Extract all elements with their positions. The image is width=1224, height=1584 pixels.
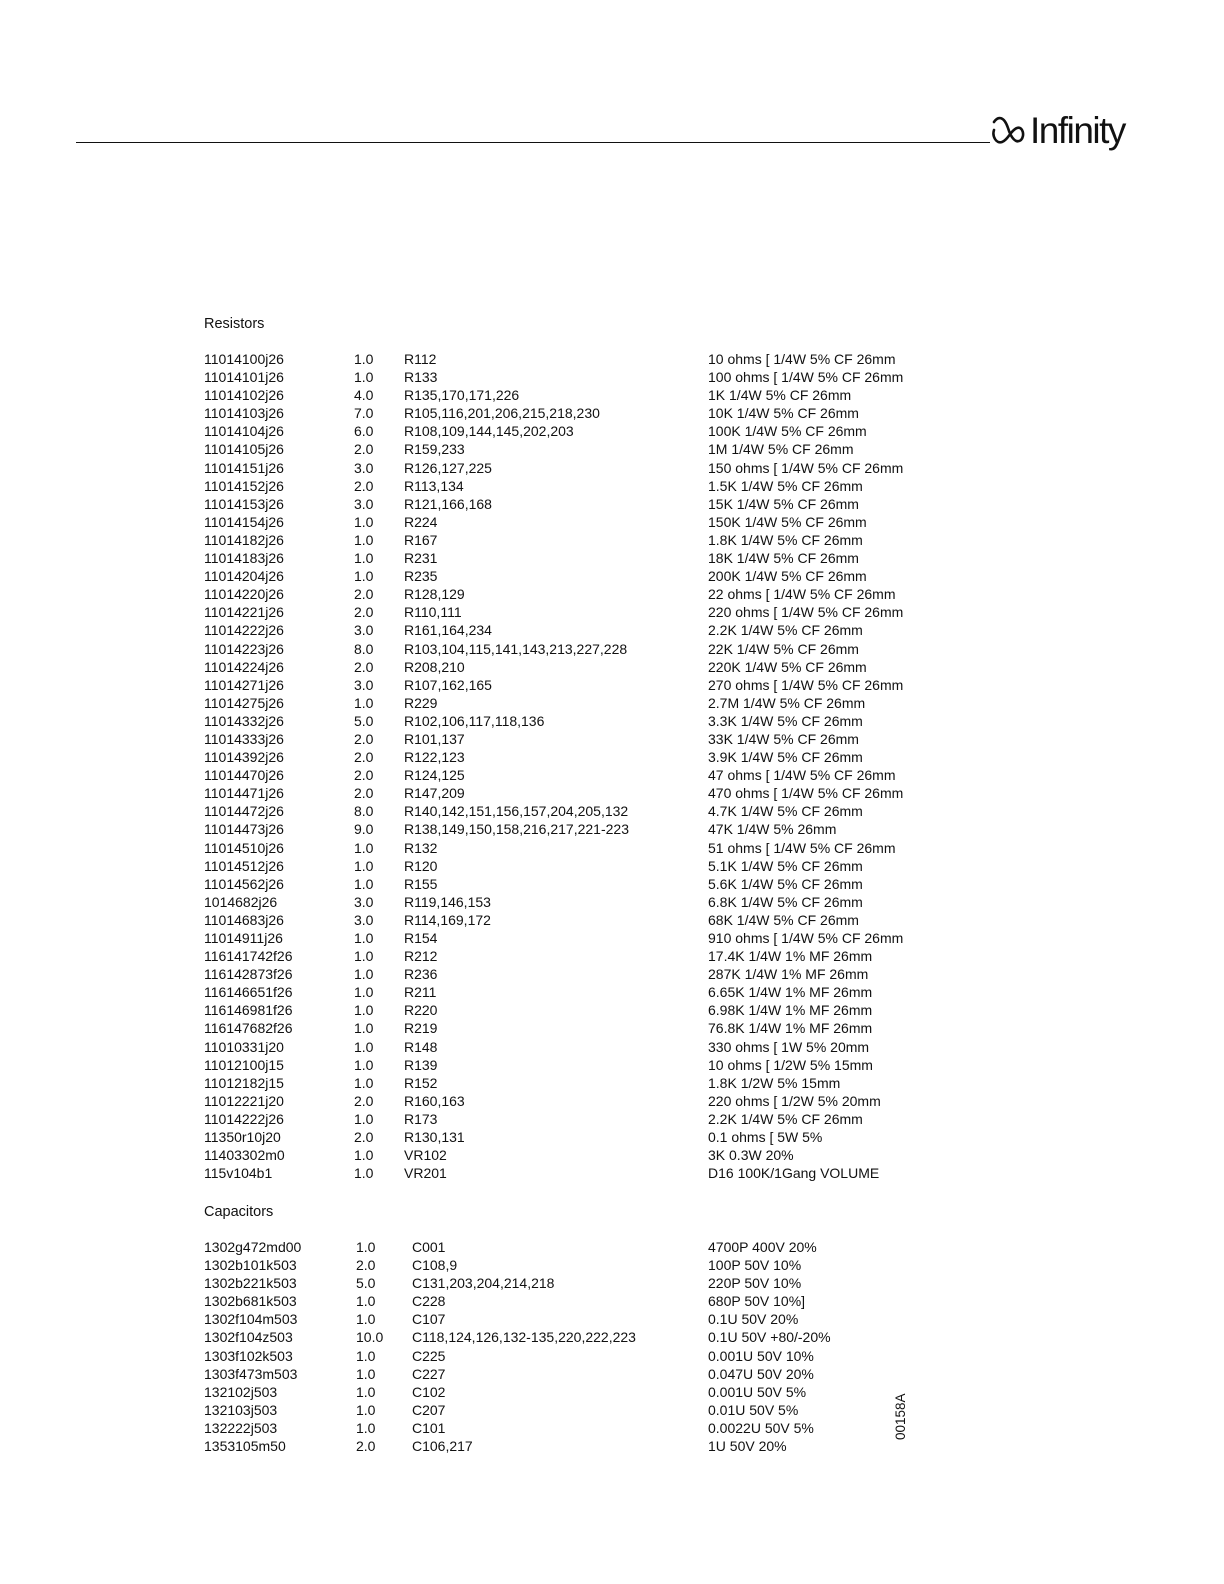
table-row xyxy=(204,1038,964,1056)
table-row xyxy=(204,929,964,947)
quantity: 6.0 xyxy=(354,423,374,440)
description: 1M 1/4W 5% CF 26mm xyxy=(708,441,854,458)
reference-designators: R132 xyxy=(404,839,438,856)
quantity: 2.0 xyxy=(354,477,374,494)
description: 1K 1/4W 5% CF 26mm xyxy=(708,387,852,404)
quantity: 3.0 xyxy=(354,622,374,639)
description: 100 ohms [ 1/4W 5% CF 26mm xyxy=(708,369,904,386)
reference-designators: R231 xyxy=(404,550,438,567)
description: 0.01U 50V 5% xyxy=(708,1401,799,1418)
description: 1U 50V 20% xyxy=(708,1438,787,1455)
reference-designators: C207 xyxy=(412,1401,446,1418)
part-number: 11014683j26 xyxy=(204,911,284,928)
reference-designators: R159,233 xyxy=(404,441,465,458)
quantity: 2.0 xyxy=(354,441,374,458)
table-row xyxy=(204,422,964,440)
description: 3.3K 1/4W 5% CF 26mm xyxy=(708,712,863,729)
quantity: 1.0 xyxy=(354,550,374,567)
table-row xyxy=(204,875,964,893)
table-row xyxy=(204,1001,964,1019)
part-number: 11014102j26 xyxy=(204,387,284,404)
part-number: 11403302m0 xyxy=(204,1147,285,1164)
quantity: 3.0 xyxy=(354,893,374,910)
reference-designators: C107 xyxy=(412,1311,446,1328)
reference-designators: R208,210 xyxy=(404,658,465,675)
table-row xyxy=(204,368,964,386)
part-number: 11014182j26 xyxy=(204,531,284,548)
description: 100P 50V 10% xyxy=(708,1257,802,1274)
table-row xyxy=(204,549,964,567)
table-row xyxy=(204,513,964,531)
quantity: 8.0 xyxy=(354,640,374,657)
table-row xyxy=(204,911,964,929)
part-number: 11014223j26 xyxy=(204,640,284,657)
table-row xyxy=(204,1292,964,1310)
quantity: 2.0 xyxy=(356,1438,376,1455)
table-row xyxy=(204,1328,964,1346)
reference-designators: C118,124,126,132-135,220,222,223 xyxy=(412,1329,636,1346)
description: 0.001U 50V 5% xyxy=(708,1383,807,1400)
quantity: 9.0 xyxy=(354,821,374,838)
quantity: 1.0 xyxy=(356,1347,376,1364)
reference-designators: R155 xyxy=(404,875,438,892)
reference-designators: R161,164,234 xyxy=(404,622,492,639)
description: 0.1U 50V +80/-20% xyxy=(708,1329,831,1346)
reference-designators: R219 xyxy=(404,1020,438,1037)
quantity: 7.0 xyxy=(354,405,374,422)
reference-designators: R124,125 xyxy=(404,767,465,784)
part-number: 11014911j26 xyxy=(204,930,283,946)
part-number: 115v104b1 xyxy=(204,1165,273,1182)
part-number: 11014271j26 xyxy=(204,676,284,693)
description: 10 ohms [ 1/4W 5% CF 26mm xyxy=(708,351,896,367)
section-title-capacitors: Capacitors xyxy=(204,1204,274,1220)
quantity: 8.0 xyxy=(354,803,374,820)
description: 6.65K 1/4W 1% MF 26mm xyxy=(708,984,873,1001)
description: 220K 1/4W 5% CF 26mm xyxy=(708,658,867,675)
reference-designators: R173 xyxy=(404,1110,438,1127)
description: 0.1U 50V 20% xyxy=(708,1311,799,1328)
description: 1.8K 1/4W 5% CF 26mm xyxy=(708,531,863,548)
quantity: 2.0 xyxy=(354,1092,374,1109)
description: 3.9K 1/4W 5% CF 26mm xyxy=(708,749,863,766)
description: 22 ohms [ 1/4W 5% CF 26mm xyxy=(708,586,896,603)
table-row xyxy=(204,784,964,802)
reference-designators: C001 xyxy=(412,1239,446,1255)
description: 10K 1/4W 5% CF 26mm xyxy=(708,405,859,422)
table-row xyxy=(204,1128,964,1146)
part-number: 11014152j26 xyxy=(204,477,284,494)
reference-designators: R128,129 xyxy=(404,586,465,603)
brand-logo xyxy=(990,110,1150,152)
reference-designators: R114,169,172 xyxy=(404,911,491,928)
description: 0.001U 50V 10% xyxy=(708,1347,814,1364)
quantity: 1.0 xyxy=(354,984,374,1001)
quantity: 1.0 xyxy=(354,1056,374,1073)
quantity: 1.0 xyxy=(356,1365,376,1382)
quantity: 1.0 xyxy=(354,351,374,367)
part-number: 1302f104m503 xyxy=(204,1311,298,1328)
reference-designators: R101,137 xyxy=(404,730,465,747)
table-row xyxy=(204,1365,964,1383)
description: 1.8K 1/2W 5% 15mm xyxy=(708,1074,841,1091)
reference-designators: C228 xyxy=(412,1293,446,1310)
brand-name: Infinity xyxy=(1030,110,1125,151)
quantity: 1.0 xyxy=(354,1165,374,1182)
description: 4700P 400V 20% xyxy=(708,1239,817,1255)
description: 270 ohms [ 1/4W 5% CF 26mm xyxy=(708,676,904,693)
reference-designators: R229 xyxy=(404,694,438,711)
table-row xyxy=(204,1419,964,1437)
quantity: 1.0 xyxy=(354,857,374,874)
quantity: 1.0 xyxy=(354,1147,374,1164)
table-row xyxy=(204,1019,964,1037)
description: 150K 1/4W 5% CF 26mm xyxy=(708,513,867,530)
table-row xyxy=(204,983,964,1001)
description: 680P 50V 10%] xyxy=(708,1293,806,1310)
description: 220 ohms [ 1/2W 5% 20mm xyxy=(708,1092,881,1109)
reference-designators: R138,149,150,158,216,217,221-223 xyxy=(404,821,629,838)
reference-designators: R236 xyxy=(404,966,438,983)
part-number: 11010331j20 xyxy=(204,1038,284,1055)
quantity: 1.0 xyxy=(354,1074,374,1091)
reference-designators: R235 xyxy=(404,568,438,585)
table-row xyxy=(204,766,964,784)
table-row xyxy=(204,404,964,422)
table-row xyxy=(204,802,964,820)
part-number: 1303f473m503 xyxy=(204,1365,298,1382)
part-number: 11014333j26 xyxy=(204,730,284,747)
part-number: 11014153j26 xyxy=(204,495,284,512)
quantity: 1.0 xyxy=(356,1311,376,1328)
reference-designators: VR102 xyxy=(404,1147,447,1164)
description: 68K 1/4W 5% CF 26mm xyxy=(708,911,859,928)
part-number: 11012182j15 xyxy=(204,1074,284,1091)
quantity: 3.0 xyxy=(354,459,374,476)
part-number: 11014105j26 xyxy=(204,441,284,458)
reference-designators: R119,146,153 xyxy=(404,893,491,910)
quantity: 4.0 xyxy=(354,387,374,404)
part-number: 1302b681k503 xyxy=(204,1293,297,1310)
reference-designators: R103,104,115,141,143,213,227,228 xyxy=(404,640,628,657)
table-row xyxy=(204,712,964,730)
part-number: 11014471j26 xyxy=(204,785,284,802)
part-number: 1302g472md00 xyxy=(204,1239,302,1255)
description: 51 ohms [ 1/4W 5% CF 26mm xyxy=(708,839,896,856)
table-row xyxy=(204,1401,964,1419)
description: 17.4K 1/4W 1% MF 26mm xyxy=(708,948,873,965)
document-code-text: 00158A xyxy=(893,1393,908,1440)
part-number: 116147682f26 xyxy=(204,1020,293,1037)
part-number: 11014224j26 xyxy=(204,658,284,675)
table-row xyxy=(204,1274,964,1292)
reference-designators: R148 xyxy=(404,1038,438,1055)
part-number: 11014392j26 xyxy=(204,749,284,766)
quantity: 1.0 xyxy=(354,1038,374,1055)
quantity: 1.0 xyxy=(354,531,374,548)
table-row xyxy=(204,694,964,712)
description: 0.0022U 50V 5% xyxy=(708,1419,814,1436)
part-number: 132103j503 xyxy=(204,1401,278,1418)
quantity: 1.0 xyxy=(356,1401,376,1418)
reference-designators: C131,203,204,214,218 xyxy=(412,1275,555,1292)
reference-designators: R121,166,168 xyxy=(404,495,492,512)
resistor-table xyxy=(204,350,964,1182)
quantity: 1.0 xyxy=(354,694,374,711)
quantity: 2.0 xyxy=(354,730,374,747)
quantity: 1.0 xyxy=(354,568,374,585)
quantity: 1.0 xyxy=(354,513,374,530)
part-number: 11014101j26 xyxy=(204,369,284,386)
reference-designators: R212 xyxy=(404,948,438,965)
part-number: 11014473j26 xyxy=(204,821,284,838)
table-row xyxy=(204,1256,964,1274)
table-row xyxy=(204,531,964,549)
table-row xyxy=(204,585,964,603)
description: 47 ohms [ 1/4W 5% CF 26mm xyxy=(708,767,896,784)
table-row xyxy=(204,1310,964,1328)
reference-designators: R224 xyxy=(404,513,438,530)
quantity: 1.0 xyxy=(356,1419,376,1436)
reference-designators: R152 xyxy=(404,1074,438,1091)
quantity: 2.0 xyxy=(354,749,374,766)
table-row xyxy=(204,1437,964,1455)
reference-designators: R108,109,144,145,202,203 xyxy=(404,423,574,440)
part-number: 11014100j26 xyxy=(204,351,284,367)
quantity: 1.0 xyxy=(354,1002,374,1019)
reference-designators: C108,9 xyxy=(412,1257,458,1274)
part-number: 132102j503 xyxy=(204,1383,278,1400)
description: 47K 1/4W 5% 26mm xyxy=(708,821,837,838)
quantity: 2.0 xyxy=(356,1257,376,1274)
reference-designators: R113,134 xyxy=(404,477,464,494)
reference-designators: R110,111 xyxy=(404,604,462,621)
capacitor-table xyxy=(204,1238,964,1455)
part-number: 132222j503 xyxy=(204,1419,278,1436)
table-row xyxy=(204,857,964,875)
quantity: 1.0 xyxy=(354,839,374,856)
part-number: 1302f104z503 xyxy=(204,1329,293,1346)
table-row xyxy=(204,748,964,766)
description: 6.8K 1/4W 5% CF 26mm xyxy=(708,893,863,910)
part-number: 11014104j26 xyxy=(204,423,284,440)
description: 100K 1/4W 5% CF 26mm xyxy=(708,423,867,440)
reference-designators: R130,131 xyxy=(404,1129,465,1146)
quantity: 2.0 xyxy=(354,1129,374,1146)
quantity: 1.0 xyxy=(354,875,374,892)
header-rule xyxy=(76,142,990,143)
quantity: 10.0 xyxy=(356,1329,384,1346)
description: 5.1K 1/4W 5% CF 26mm xyxy=(708,857,863,874)
quantity: 1.0 xyxy=(356,1239,376,1255)
quantity: 5.0 xyxy=(354,712,374,729)
table-row xyxy=(204,1110,964,1128)
quantity: 2.0 xyxy=(354,767,374,784)
infinity-logo-icon xyxy=(990,114,1030,150)
part-number: 11014562j26 xyxy=(204,875,284,892)
part-number: 116141742f26 xyxy=(204,948,293,965)
reference-designators: C102 xyxy=(412,1383,446,1400)
quantity: 1.0 xyxy=(354,369,374,386)
quantity: 2.0 xyxy=(354,586,374,603)
description: 0.047U 50V 20% xyxy=(708,1365,814,1382)
quantity: 1.0 xyxy=(354,1110,374,1127)
quantity: 1.0 xyxy=(354,930,374,946)
reference-designators: R167 xyxy=(404,531,438,548)
table-row xyxy=(204,1164,964,1182)
table-row xyxy=(204,893,964,911)
table-row xyxy=(204,839,964,857)
part-number: 11014275j26 xyxy=(204,694,284,711)
reference-designators: C101 xyxy=(412,1419,446,1436)
table-row xyxy=(204,459,964,477)
description: 220 ohms [ 1/4W 5% CF 26mm xyxy=(708,604,904,621)
description: 33K 1/4W 5% CF 26mm xyxy=(708,730,859,747)
table-row xyxy=(204,1074,964,1092)
part-number: 1353105m50 xyxy=(204,1438,286,1455)
quantity: 1.0 xyxy=(356,1293,376,1310)
part-number: 11014183j26 xyxy=(204,550,284,567)
part-number: 11014151j26 xyxy=(204,459,284,476)
description: 15K 1/4W 5% CF 26mm xyxy=(708,495,859,512)
description: 2.2K 1/4W 5% CF 26mm xyxy=(708,622,863,639)
reference-designators: R112 xyxy=(404,351,437,367)
description: 6.98K 1/4W 1% MF 26mm xyxy=(708,1002,873,1019)
quantity: 2.0 xyxy=(354,604,374,621)
description: 10 ohms [ 1/2W 5% 15mm xyxy=(708,1056,873,1073)
table-row xyxy=(204,820,964,838)
table-row xyxy=(204,603,964,621)
table-row xyxy=(204,386,964,404)
part-number: 11014222j26 xyxy=(204,1110,284,1127)
description: 76.8K 1/4W 1% MF 26mm xyxy=(708,1020,873,1037)
quantity: 3.0 xyxy=(354,676,374,693)
part-number: 11014470j26 xyxy=(204,767,284,784)
description: 287K 1/4W 1% MF 26mm xyxy=(708,966,869,983)
description: 910 ohms [ 1/4W 5% CF 26mm xyxy=(708,930,904,946)
table-row xyxy=(204,477,964,495)
part-number: 1302b221k503 xyxy=(204,1275,297,1292)
description: 1.5K 1/4W 5% CF 26mm xyxy=(708,477,863,494)
part-number: 11014103j26 xyxy=(204,405,284,422)
reference-designators: R107,162,165 xyxy=(404,676,492,693)
part-number: 11014510j26 xyxy=(204,839,284,856)
reference-designators: C225 xyxy=(412,1347,446,1364)
description: 3K 0.3W 20% xyxy=(708,1147,794,1164)
description: 470 ohms [ 1/4W 5% CF 26mm xyxy=(708,785,904,802)
reference-designators: R147,209 xyxy=(404,785,465,802)
reference-designators: R120 xyxy=(404,857,438,874)
reference-designators: R133 xyxy=(404,369,438,386)
reference-designators: R140,142,151,156,157,204,205,132 xyxy=(404,803,629,820)
quantity: 3.0 xyxy=(354,495,374,512)
part-number: 11014472j26 xyxy=(204,803,284,820)
description: 2.2K 1/4W 5% CF 26mm xyxy=(708,1110,863,1127)
part-number: 1014682j26 xyxy=(204,893,278,910)
part-number: 1302b101k503 xyxy=(204,1257,297,1274)
table-row xyxy=(204,640,964,658)
description: 4.7K 1/4W 5% CF 26mm xyxy=(708,803,863,820)
table-row xyxy=(204,1238,964,1256)
table-row xyxy=(204,676,964,694)
part-number: 11012221j20 xyxy=(204,1092,284,1109)
section-title-resistors: Resistors xyxy=(204,316,265,332)
description: 0.1 ohms [ 5W 5% xyxy=(708,1129,823,1146)
part-number: 116142873f26 xyxy=(204,966,293,983)
description: 200K 1/4W 5% CF 26mm xyxy=(708,568,867,585)
reference-designators: VR201 xyxy=(404,1165,447,1182)
description: 18K 1/4W 5% CF 26mm xyxy=(708,550,859,567)
table-row xyxy=(204,1146,964,1164)
description: 5.6K 1/4W 5% CF 26mm xyxy=(708,875,863,892)
table-row xyxy=(204,1092,964,1110)
part-number: 116146651f26 xyxy=(204,984,293,1001)
part-number: 11014512j26 xyxy=(204,857,284,874)
part-number: 11014154j26 xyxy=(204,513,284,530)
part-number: 11350r10j20 xyxy=(204,1129,281,1146)
reference-designators: R135,170,171,226 xyxy=(404,387,520,404)
reference-designators: R139 xyxy=(404,1056,438,1073)
part-number: 11014222j26 xyxy=(204,622,284,639)
quantity: 1.0 xyxy=(356,1383,376,1400)
description: 220P 50V 10% xyxy=(708,1275,802,1292)
table-row xyxy=(204,350,964,368)
quantity: 1.0 xyxy=(354,1020,374,1037)
reference-designators: R211 xyxy=(404,984,437,1001)
part-number: 1303f102k503 xyxy=(204,1347,293,1364)
quantity: 3.0 xyxy=(354,911,374,928)
quantity: 2.0 xyxy=(354,658,374,675)
part-number: 11014221j26 xyxy=(204,604,284,621)
table-row xyxy=(204,1056,964,1074)
table-row xyxy=(204,1347,964,1365)
description: 330 ohms [ 1W 5% 20mm xyxy=(708,1038,870,1055)
part-number: 11012100j15 xyxy=(204,1056,284,1073)
quantity: 1.0 xyxy=(354,948,374,965)
reference-designators: R122,123 xyxy=(404,749,465,766)
description: 150 ohms [ 1/4W 5% CF 26mm xyxy=(708,459,904,476)
part-number: 11014204j26 xyxy=(204,568,284,585)
table-row xyxy=(204,965,964,983)
table-row xyxy=(204,440,964,458)
reference-designators: R102,106,117,118,136 xyxy=(404,712,545,729)
description: 2.7M 1/4W 5% CF 26mm xyxy=(708,694,866,711)
reference-designators: R154 xyxy=(404,930,438,946)
part-number: 11014332j26 xyxy=(204,712,284,729)
reference-designators: R220 xyxy=(404,1002,438,1019)
reference-designators: C227 xyxy=(412,1365,446,1382)
table-row xyxy=(204,947,964,965)
table-row xyxy=(204,730,964,748)
table-row xyxy=(204,567,964,585)
part-number: 116146981f26 xyxy=(204,1002,293,1019)
quantity: 1.0 xyxy=(354,966,374,983)
part-number: 11014220j26 xyxy=(204,586,284,603)
reference-designators: C106,217 xyxy=(412,1438,473,1455)
table-row xyxy=(204,1383,964,1401)
reference-designators: R126,127,225 xyxy=(404,459,492,476)
description: 22K 1/4W 5% CF 26mm xyxy=(708,640,859,657)
reference-designators: R105,116,201,206,215,218,230 xyxy=(404,405,600,422)
reference-designators: R160,163 xyxy=(404,1092,465,1109)
description: D16 100K/1Gang VOLUME xyxy=(708,1165,880,1182)
table-row xyxy=(204,495,964,513)
table-row xyxy=(204,658,964,676)
quantity: 5.0 xyxy=(356,1275,376,1292)
table-row xyxy=(204,621,964,639)
quantity: 2.0 xyxy=(354,785,374,802)
